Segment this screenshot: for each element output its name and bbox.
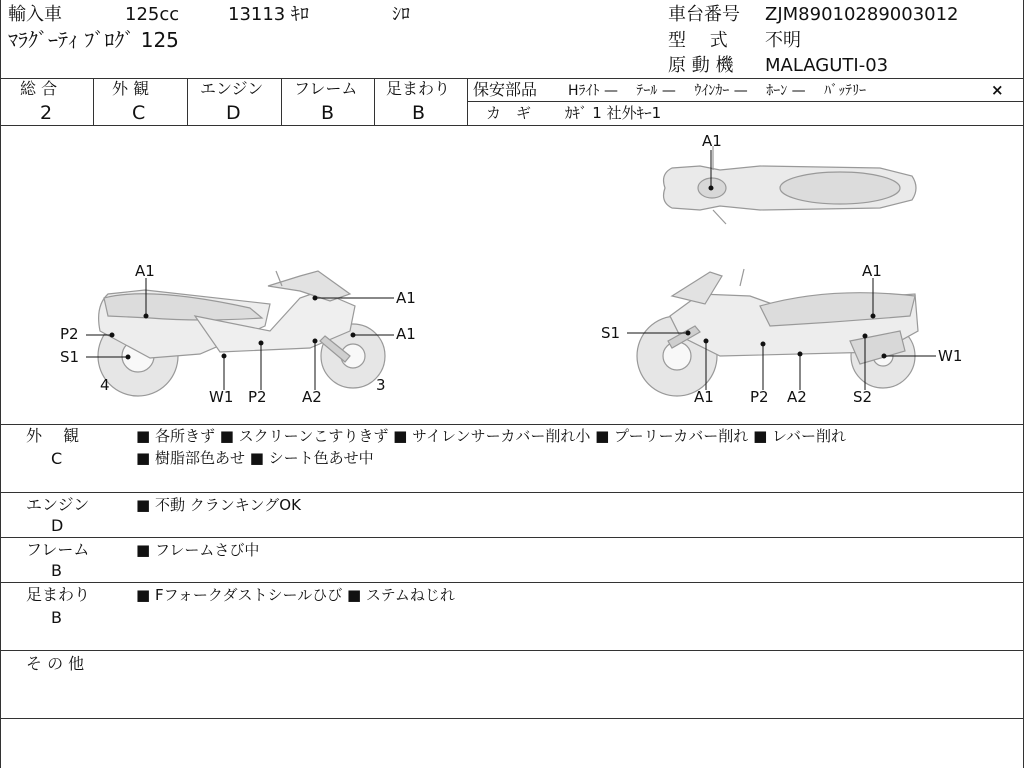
callout-label: A1 (862, 262, 882, 280)
frame-no: ZJM89010289003012 (765, 4, 959, 25)
grade-label: 足まわり (386, 79, 451, 98)
divider (0, 650, 1024, 651)
section-title: そ の 他 (26, 654, 85, 673)
divider (374, 78, 375, 125)
safety-label: 保安部品 (473, 80, 538, 99)
divider (467, 78, 468, 125)
divider (0, 582, 1024, 583)
displacement: 125cc (125, 4, 180, 25)
section-grade: B (51, 561, 62, 580)
safety-items: Hﾗｲﾄ — ﾃｰﾙ — ｳｲﾝｶｰ — ﾎｰﾝ — ﾊﾞｯﾃﾘｰ (568, 83, 867, 99)
grade-label: エンジン (200, 79, 264, 98)
callout-label: A1 (135, 262, 155, 280)
mileage: 13113 ｷﾛ (228, 4, 309, 25)
grade-label: フレーム (294, 79, 358, 98)
front-hub (663, 342, 691, 370)
grade-value: B (321, 102, 335, 124)
color: ｼﾛ (392, 4, 410, 25)
top-seat (780, 172, 900, 204)
frame-no-label: 車台番号 (668, 4, 740, 25)
scooter-top-view (664, 146, 916, 224)
grade-value: C (132, 102, 146, 124)
type-value: 不明 (765, 30, 801, 51)
grade-value: B (412, 102, 426, 124)
callout-label: 4 (100, 376, 110, 394)
divider (0, 718, 1024, 719)
section-title: 足まわり (26, 585, 91, 604)
handlebar-stem (713, 210, 726, 224)
section-grade: B (51, 608, 62, 627)
section-line: ■ Fフォークダストシールひび ■ ステムねじれ (136, 586, 455, 604)
callout-label: S1 (60, 348, 80, 366)
divider (93, 78, 94, 125)
key-value: ｶｷﾞ 1 社外ｷｰ1 (565, 104, 662, 122)
callout-label: A1 (396, 289, 416, 307)
divider (0, 424, 1024, 425)
callout-label: P2 (60, 325, 79, 343)
callout-label: A2 (787, 388, 807, 406)
grade-label: 総 合 (20, 79, 58, 98)
callout-label: W1 (938, 347, 963, 365)
type-label: 型 式 (668, 30, 728, 51)
key-label: カ ギ (486, 104, 532, 122)
callout-label: P2 (248, 388, 267, 406)
section-line: ■ 各所きず ■ スクリーンこすりきず ■ サイレンサーカバー削れ小 ■ プーリーカバー削れ ■ レバー削れ (136, 427, 846, 445)
grade-value: D (226, 102, 241, 124)
callout-label: A1 (396, 325, 416, 343)
damage-diagram (0, 126, 1024, 424)
divider (467, 101, 1024, 102)
callout-label: A2 (302, 388, 322, 406)
section-title: エンジン (26, 495, 90, 514)
grade-value: 2 (40, 102, 53, 124)
import-label: 輸入車 (8, 4, 62, 25)
battery-mark: × (991, 81, 1004, 99)
seat (104, 294, 262, 320)
mirror-stem (740, 269, 744, 286)
section-line: ■ フレームさび中 (136, 541, 260, 559)
divider (0, 78, 1024, 79)
engine-value: MALAGUTI-03 (765, 55, 889, 76)
divider (0, 537, 1024, 538)
engine-label: 原 動 機 (668, 55, 734, 76)
callout-label: W1 (209, 388, 234, 406)
callout-label: P2 (750, 388, 769, 406)
divider (0, 492, 1024, 493)
scooter-left-view (98, 271, 385, 396)
model-name: ﾏﾗｸﾞｰﾃｨ ﾌﾞﾛｸﾞ 125 (8, 28, 179, 52)
callout-label: 3 (376, 376, 386, 394)
section-title: フレーム (26, 540, 90, 559)
grade-label: 外 観 (112, 79, 150, 98)
section-line: ■ 樹脂部色あせ ■ シート色あせ中 (136, 449, 374, 467)
divider (187, 78, 188, 125)
callout-label: A1 (694, 388, 714, 406)
callout-label: A1 (702, 132, 722, 150)
section-grade: C (51, 449, 63, 468)
section-line: ■ 不動 クランキングOK (136, 496, 301, 514)
section-title: 外 観 (26, 426, 80, 445)
callout-label: S2 (853, 388, 873, 406)
callout-label: S1 (601, 324, 621, 342)
section-grade: D (51, 516, 64, 535)
divider (281, 78, 282, 125)
